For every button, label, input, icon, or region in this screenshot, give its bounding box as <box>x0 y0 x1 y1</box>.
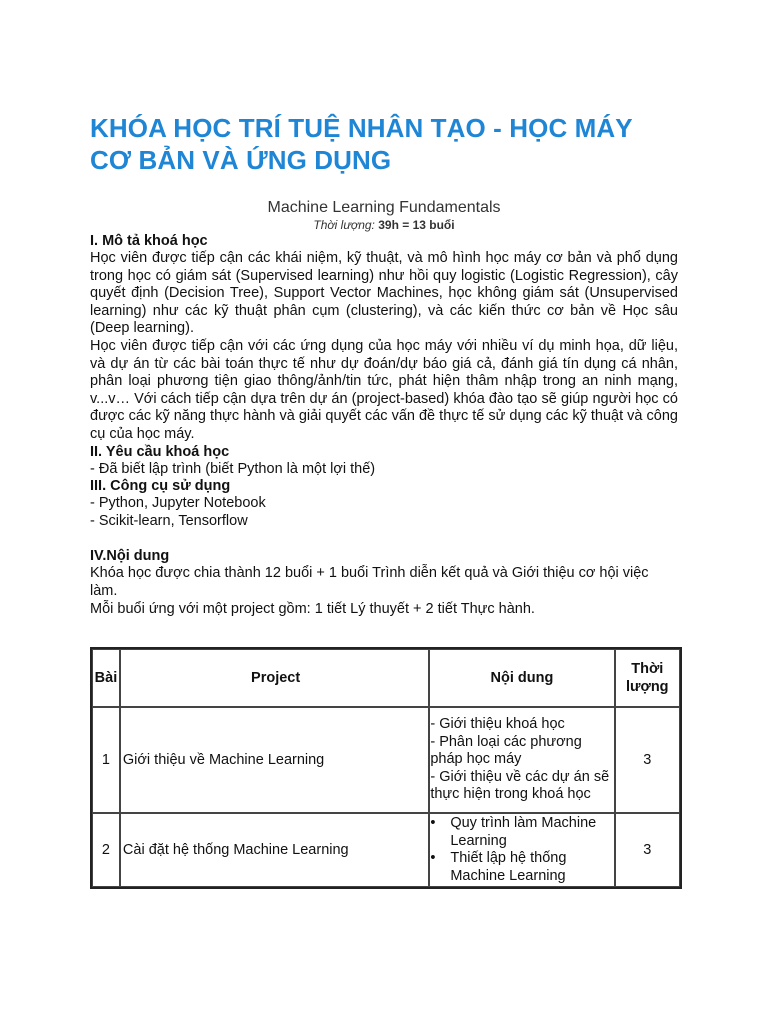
project-name: Cài đặt hệ thống Machine Learning <box>120 813 429 887</box>
section-requirements-heading: II. Yêu cầu khoá học <box>90 443 230 460</box>
course-table <box>90 647 682 889</box>
project-name: Giới thiệu về Machine Learning <box>120 707 429 813</box>
header-duration: Thời lượng <box>615 649 680 707</box>
lesson-duration: 3 <box>615 707 680 813</box>
content-item: - Giới thiệu khoá học <box>430 716 565 733</box>
lesson-number: 1 <box>92 707 120 813</box>
header-project: Project <box>120 649 429 707</box>
section-content-heading: IV.Nội dung <box>90 548 170 565</box>
header-lesson: Bài <box>92 649 120 707</box>
table-header-row <box>92 649 680 707</box>
lesson-content <box>429 707 614 813</box>
requirement-item: - Đã biết lập trình (biết Python là một lợi thế) <box>90 460 376 477</box>
course-duration <box>90 218 678 233</box>
table-row <box>92 813 680 887</box>
section-content-para2: Mỗi buổi ứng với một project gồm: 1 tiết Lý thuyết + 2 tiết Thực hành. <box>90 600 535 617</box>
section-description-para1: Học viên được tiếp cận các khái niệm, kỹ thuật, và mô hình học máy cơ bản và phổ dụng trong học có giám sát (Supervised learning) như hồi quy logistic (Logistic Regression), cây quyết định (Decision Tree), Support Vector Machines, học không giám sát (Unsupervised learning) như các kỹ thuật phân cụm (clustering), và các kiến thức cơ bản về Học sâu (Deep learning). <box>90 250 678 337</box>
course-title-line1: KHÓA HỌC TRÍ TUỆ NHÂN TẠO - HỌC MÁY <box>90 113 633 143</box>
section-description-para2: Học viên được tiếp cận với các ứng dụng của học máy với nhiều ví dụ minh họa, dữ liệu, và dự án từ các bài toán thực tế như dự đoán/dự báo giá cả, đánh giá tín dụng cá nhân, phân loại phương tiện giao thông/ảnh/tin tức, phát hiện thâm nhập trong an ninh mạng, v...v… Với cách tiếp cận dựa trên dự án (project-based) khóa đào tạo sẽ giúp người học có được các kỹ năng thực hành và giải quyết các vấn đề thực tế sử dụng các kỹ thuật và công cụ của học máy. <box>90 337 678 442</box>
document-body <box>90 112 678 618</box>
lesson-number: 2 <box>92 813 120 887</box>
course-title <box>90 112 678 176</box>
lesson-content <box>429 813 614 887</box>
table-row <box>92 707 680 813</box>
course-subtitle: Machine Learning Fundamentals <box>267 199 501 216</box>
section-description-heading: I. Mô tả khoá học <box>90 233 208 249</box>
tool-item: - Python, Jupyter Notebook <box>90 495 266 512</box>
content-item: • Quy trình làm Machine Learning <box>450 815 613 850</box>
spacer <box>90 530 678 548</box>
course-title-line2: CƠ BẢN VÀ ỨNG DỤNG <box>90 145 392 175</box>
content-item: • Thiết lập hệ thống Machine Learning <box>450 850 613 885</box>
tool-item: - Scikit-learn, Tensorflow <box>90 512 248 529</box>
header-content: Nội dung <box>429 649 614 707</box>
content-item: - Giới thiệu về các dự án sẽ thực hiện trong khoá học <box>430 768 610 803</box>
duration-label: Thời lượng: <box>313 218 375 232</box>
section-content-para1: Khóa học được chia thành 12 buổi + 1 buổi Trình diễn kết quả và Giới thiệu cơ hội việc làm. <box>90 565 649 599</box>
content-item: - Phân loại các phương pháp học máy <box>430 733 582 768</box>
lesson-duration: 3 <box>615 813 680 887</box>
section-tools-heading: III. Công cụ sử dụng <box>90 478 231 495</box>
duration-value: 39h = 13 buổi <box>378 218 455 232</box>
